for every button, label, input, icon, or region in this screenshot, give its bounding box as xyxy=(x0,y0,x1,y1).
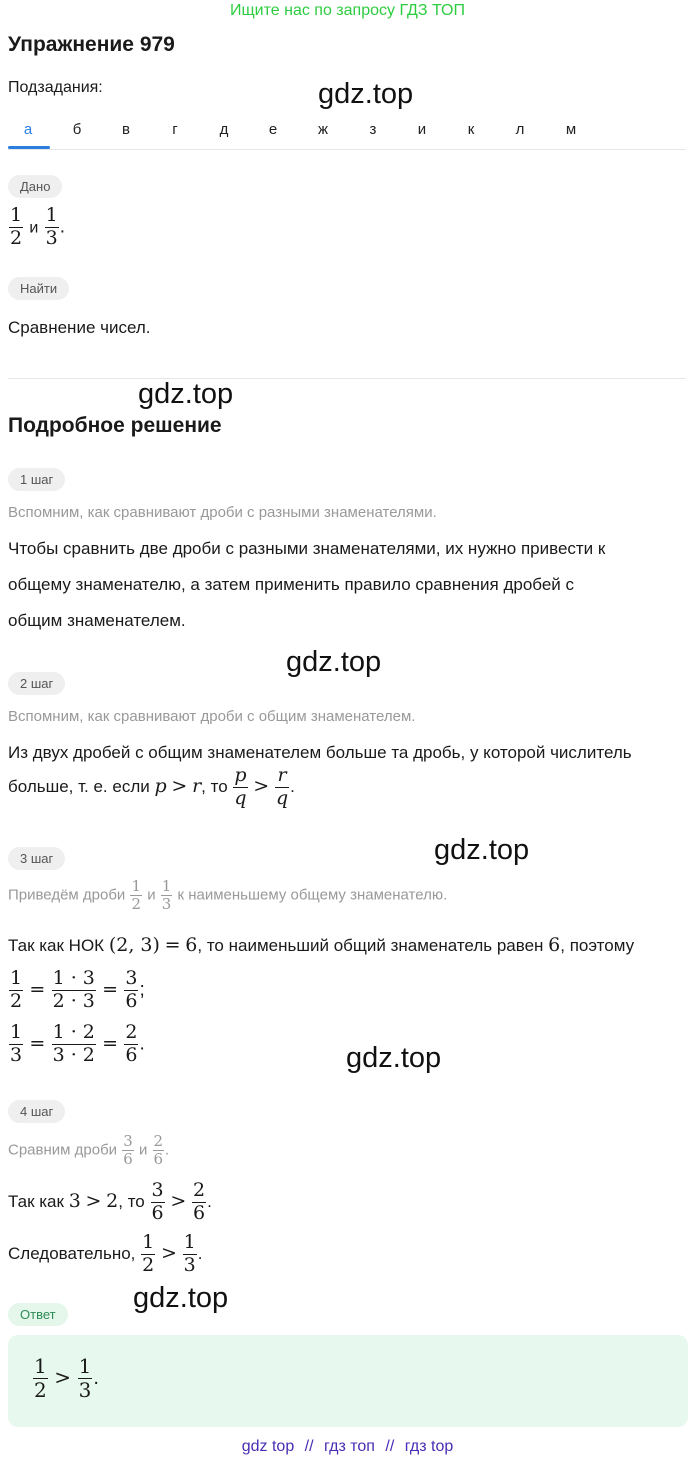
given-badge xyxy=(8,175,62,198)
find-badge xyxy=(8,277,69,300)
tab-b[interactable]: б xyxy=(72,121,82,138)
answer-expression: $\frac{1}{2}$ > $\frac{1}{3}$ . xyxy=(34,1354,99,1402)
tab-l[interactable]: л xyxy=(515,121,525,138)
watermark: gdz.top xyxy=(138,378,234,410)
fraction: $\frac{1}{3}$ xyxy=(10,1021,23,1066)
tab-g[interactable]: г xyxy=(172,121,178,138)
fraction: $\frac{2}{6}$ xyxy=(192,1179,206,1224)
tab-a[interactable]: а xyxy=(23,121,33,138)
step-3-hint: Приведём дроби $\frac{1}{2}$ и $\frac{1}{3}$ к наименьшему общему знаменателю. xyxy=(8,877,448,914)
tab-zh[interactable]: ж xyxy=(317,121,329,138)
fraction: $\frac{3}{6}$ xyxy=(151,1179,164,1224)
subtask-tabs xyxy=(8,113,686,150)
fraction: $\frac{1}{2}$ xyxy=(10,967,23,1012)
active-tab-indicator xyxy=(8,146,50,149)
page-title: Упражнение 979 xyxy=(8,33,175,56)
fraction: $\frac{3}{6}$ xyxy=(123,1132,133,1169)
fraction: $\frac{1}{2}$ xyxy=(142,1231,155,1276)
step-3-badge: 3 шаг xyxy=(8,847,65,870)
fraction: $\frac{2}{6}$ xyxy=(125,1021,138,1066)
fraction: $\frac{1}{2}$ xyxy=(34,1354,47,1402)
fraction: $\frac{r}{q}$ xyxy=(275,764,289,809)
fraction: $\frac{3}{6}$ xyxy=(125,967,138,1012)
fraction: $\frac{1 \cdot 3}{2 \cdot 3}$ xyxy=(52,967,95,1012)
given-expression: $\frac{1}{2}$ и $\frac{1}{3}$ . xyxy=(10,204,65,249)
step-3-equation: $\frac{1}{2}$ = $\frac{1 \cdot 3}{2 \cdot 3}$ = $\frac{3}{6}$ ; xyxy=(10,967,145,1012)
subtasks-label: Подзадания: xyxy=(8,79,103,96)
watermark: gdz.top xyxy=(434,834,530,866)
watermark: gdz.top xyxy=(286,646,382,678)
step-2-rule: больше, т. е. если p > r, то $\frac{p}{q}$ > $\frac{r}{q}$ . xyxy=(8,764,295,809)
step-4-conclusion: Следовательно, $\frac{1}{2}$ > $\frac{1}{3}$ . xyxy=(8,1231,203,1276)
watermark: gdz.top xyxy=(346,1042,442,1074)
step-1-badge: 1 шаг xyxy=(8,468,65,491)
watermark: gdz.top xyxy=(318,78,414,110)
fraction: $\frac{1}{2}$ xyxy=(10,204,23,249)
tab-e[interactable]: е xyxy=(268,121,278,138)
find-text: Сравнение чисел. xyxy=(8,318,151,337)
fraction: $\frac{1}{2}$ xyxy=(131,877,142,914)
answer-badge: Ответ xyxy=(8,1303,68,1326)
step-3-line: Так как НОК (2, 3) = 6, то наименьший общий знаменатель равен 6, поэтому xyxy=(8,934,635,956)
fraction: $\frac{2}{6}$ xyxy=(153,1132,164,1169)
step-1-hint: Вспомним, как сравнивают дроби с разными знаменателями. xyxy=(8,504,437,521)
footer-links xyxy=(0,1438,695,1456)
step-1-line: общему знаменателю, а затем применить правило сравнения дробей с xyxy=(8,575,575,594)
footer-link[interactable]: гдз топ xyxy=(324,1438,375,1455)
footer-separator: // xyxy=(304,1438,314,1455)
step-2-line: Из двух дробей с общим знаменателем больше та дробь, у которой числитель xyxy=(8,743,632,762)
find-label: Найти xyxy=(8,277,69,300)
fraction: $\frac{p}{q}$ xyxy=(234,764,247,809)
step-4-badge: 4 шаг xyxy=(8,1100,65,1123)
fraction: $\frac{1}{3}$ xyxy=(161,877,172,914)
divider xyxy=(8,378,686,379)
fraction: $\frac{1 \cdot 2}{3 \cdot 2}$ xyxy=(52,1021,95,1066)
step-3-equation: $\frac{1}{3}$ = $\frac{1 \cdot 2}{3 \cdot 2}$ = $\frac{2}{6}$ . xyxy=(10,1021,145,1066)
watermark: gdz.top xyxy=(133,1282,229,1314)
footer-link[interactable]: gdz top xyxy=(241,1438,295,1455)
step-4-line: Так как 3 > 2, то $\frac{3}{6}$ > $\frac{2}{6}$ . xyxy=(8,1179,212,1224)
step-2-hint: Вспомним, как сравнивают дроби с общим знаменателем. xyxy=(8,708,416,725)
tab-k[interactable]: к xyxy=(467,121,475,138)
step-4-hint: Сравним дроби $\frac{3}{6}$ и $\frac{2}{6}$ . xyxy=(8,1132,170,1169)
tab-m[interactable]: м xyxy=(565,121,577,138)
answer-box xyxy=(8,1335,688,1427)
tab-v[interactable]: в xyxy=(122,121,130,138)
solution-title: Подробное решение xyxy=(8,414,222,437)
fraction: $\frac{1}{3}$ xyxy=(45,204,58,249)
fraction: $\frac{1}{3}$ xyxy=(183,1231,196,1276)
given-label: Дано xyxy=(8,175,62,198)
tab-z[interactable]: з xyxy=(369,121,377,138)
step-1-line: общим знаменателем. xyxy=(8,611,186,630)
fraction: $\frac{1}{3}$ xyxy=(78,1354,92,1402)
footer-separator: // xyxy=(385,1438,395,1455)
tab-d[interactable]: д xyxy=(219,121,229,138)
step-2-badge: 2 шаг xyxy=(8,672,65,695)
footer-link[interactable]: гдз top xyxy=(404,1438,454,1455)
step-1-line: Чтобы сравнить две дроби с разными знаменателями, их нужно привести к xyxy=(8,539,606,558)
top-banner: Ищите нас по запросу ГДЗ ТОП xyxy=(230,2,465,19)
tab-i[interactable]: и xyxy=(417,121,427,138)
